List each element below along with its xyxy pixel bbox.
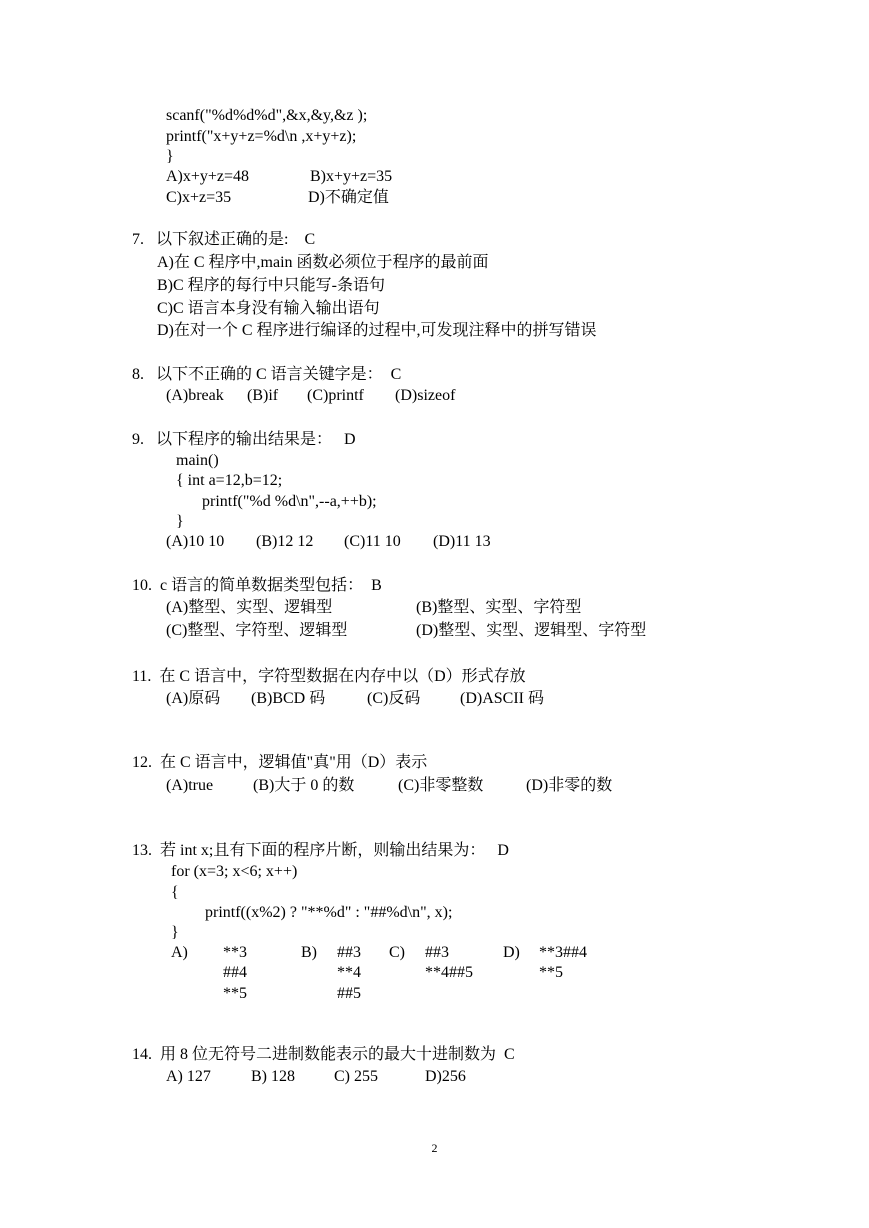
option-d-line: **3##4 — [539, 944, 587, 961]
code-line: printf((x%2) ? "**%d" : "##%d\n", x); — [205, 904, 453, 921]
question-stem: 7. 以下叙述正确的是: C — [132, 231, 316, 248]
option-d: (D)sizeof — [395, 387, 456, 404]
page-number: 2 — [431, 1141, 438, 1155]
code-line: } — [171, 924, 179, 941]
code-line: } — [176, 513, 184, 530]
question-stem: 9. 以下程序的输出结果是： D — [132, 431, 356, 448]
option-b: (B)BCD 码 — [251, 690, 326, 707]
option-b: B)C 程序的每行中只能写-条语句 — [157, 277, 386, 294]
question-stem: 8. 以下不正确的 C 语言关键字是： C — [132, 366, 402, 383]
option-c: (C)printf — [307, 387, 364, 404]
option-c: (C)整型、字符型、逻辑型 — [166, 622, 348, 639]
option-a: A) 127 — [166, 1068, 211, 1085]
option-d: (D)非零的数 — [526, 777, 613, 794]
code-line: { int a=12,b=12; — [176, 472, 283, 489]
option-a: (A)true — [166, 777, 214, 794]
option-c-line: ##3 — [425, 944, 449, 961]
question-stem: 10. c 语言的简单数据类型包括： B — [132, 577, 382, 594]
option-a: (A)整型、实型、逻辑型 — [166, 599, 333, 616]
option-a: A)x+y+z=48 — [166, 168, 250, 185]
option-c-label: C) — [389, 944, 405, 961]
option-c: C)C 语言本身没有输入输出语句 — [157, 300, 380, 317]
code-line: scanf("%d%d%d",&x,&y,&z ); — [166, 107, 368, 124]
option-a-line: ##4 — [223, 964, 247, 981]
option-d-line: **5 — [539, 964, 563, 981]
option-b-label: B) — [301, 944, 317, 961]
option-b-line: ##5 — [337, 985, 361, 1002]
option-b: (B)if — [247, 387, 279, 404]
code-line: { — [171, 884, 179, 901]
option-b: B) 128 — [251, 1068, 295, 1085]
option-b-line: ##3 — [337, 944, 361, 961]
option-b-line: **4 — [337, 964, 361, 981]
option-d-label: D) — [503, 944, 520, 961]
option-c: C) 255 — [334, 1068, 378, 1085]
option-d: (D)11 13 — [433, 533, 491, 550]
option-a-label: A) — [171, 944, 188, 961]
option-a-line: **5 — [223, 985, 247, 1002]
option-d: (D)ASCII 码 — [460, 690, 544, 707]
option-c: (C)反码 — [367, 690, 421, 707]
option-d: (D)整型、实型、逻辑型、字符型 — [416, 622, 647, 639]
option-b: (B)整型、实型、字符型 — [416, 599, 582, 616]
question-stem: 13. 若 int x;且有下面的程序片断，则输出结果为： D — [132, 842, 509, 859]
code-line: for (x=3; x<6; x++) — [171, 863, 298, 880]
code-line: printf("%d %d\n",--a,++b); — [202, 493, 377, 510]
option-a: (A)10 10 — [166, 533, 225, 550]
option-a: A)在 C 程序中,main 函数必须位于程序的最前面 — [157, 254, 489, 271]
option-c: C)x+z=35 — [166, 189, 232, 206]
option-d: D)在对一个 C 程序进行编译的过程中,可发现注释中的拼写错误 — [157, 322, 597, 339]
option-b: B)x+y+z=35 — [310, 168, 393, 185]
option-b: (B)12 12 — [256, 533, 314, 550]
option-c-line: **4##5 — [425, 964, 473, 981]
option-c: (C)非零整数 — [398, 777, 484, 794]
option-a-line: **3 — [223, 944, 247, 961]
option-c: (C)11 10 — [344, 533, 401, 550]
code-line: printf("x+y+z=%d\n ,x+y+z); — [166, 128, 357, 145]
question-stem: 14. 用 8 位无符号二进制数能表示的最大十进制数为 C — [132, 1046, 515, 1063]
code-line: main() — [176, 452, 219, 469]
option-b: (B)大于 0 的数 — [253, 777, 355, 794]
option-d: D)不确定值 — [308, 189, 389, 206]
option-d: D)256 — [425, 1068, 466, 1085]
question-stem: 11. 在 C 语言中，字符型数据在内存中以（D）形式存放 — [132, 668, 526, 685]
code-line: } — [166, 148, 174, 165]
option-a: (A)break — [166, 387, 224, 404]
option-a: (A)原码 — [166, 690, 221, 707]
question-stem: 12. 在 C 语言中，逻辑值"真"用（D）表示 — [132, 754, 428, 771]
